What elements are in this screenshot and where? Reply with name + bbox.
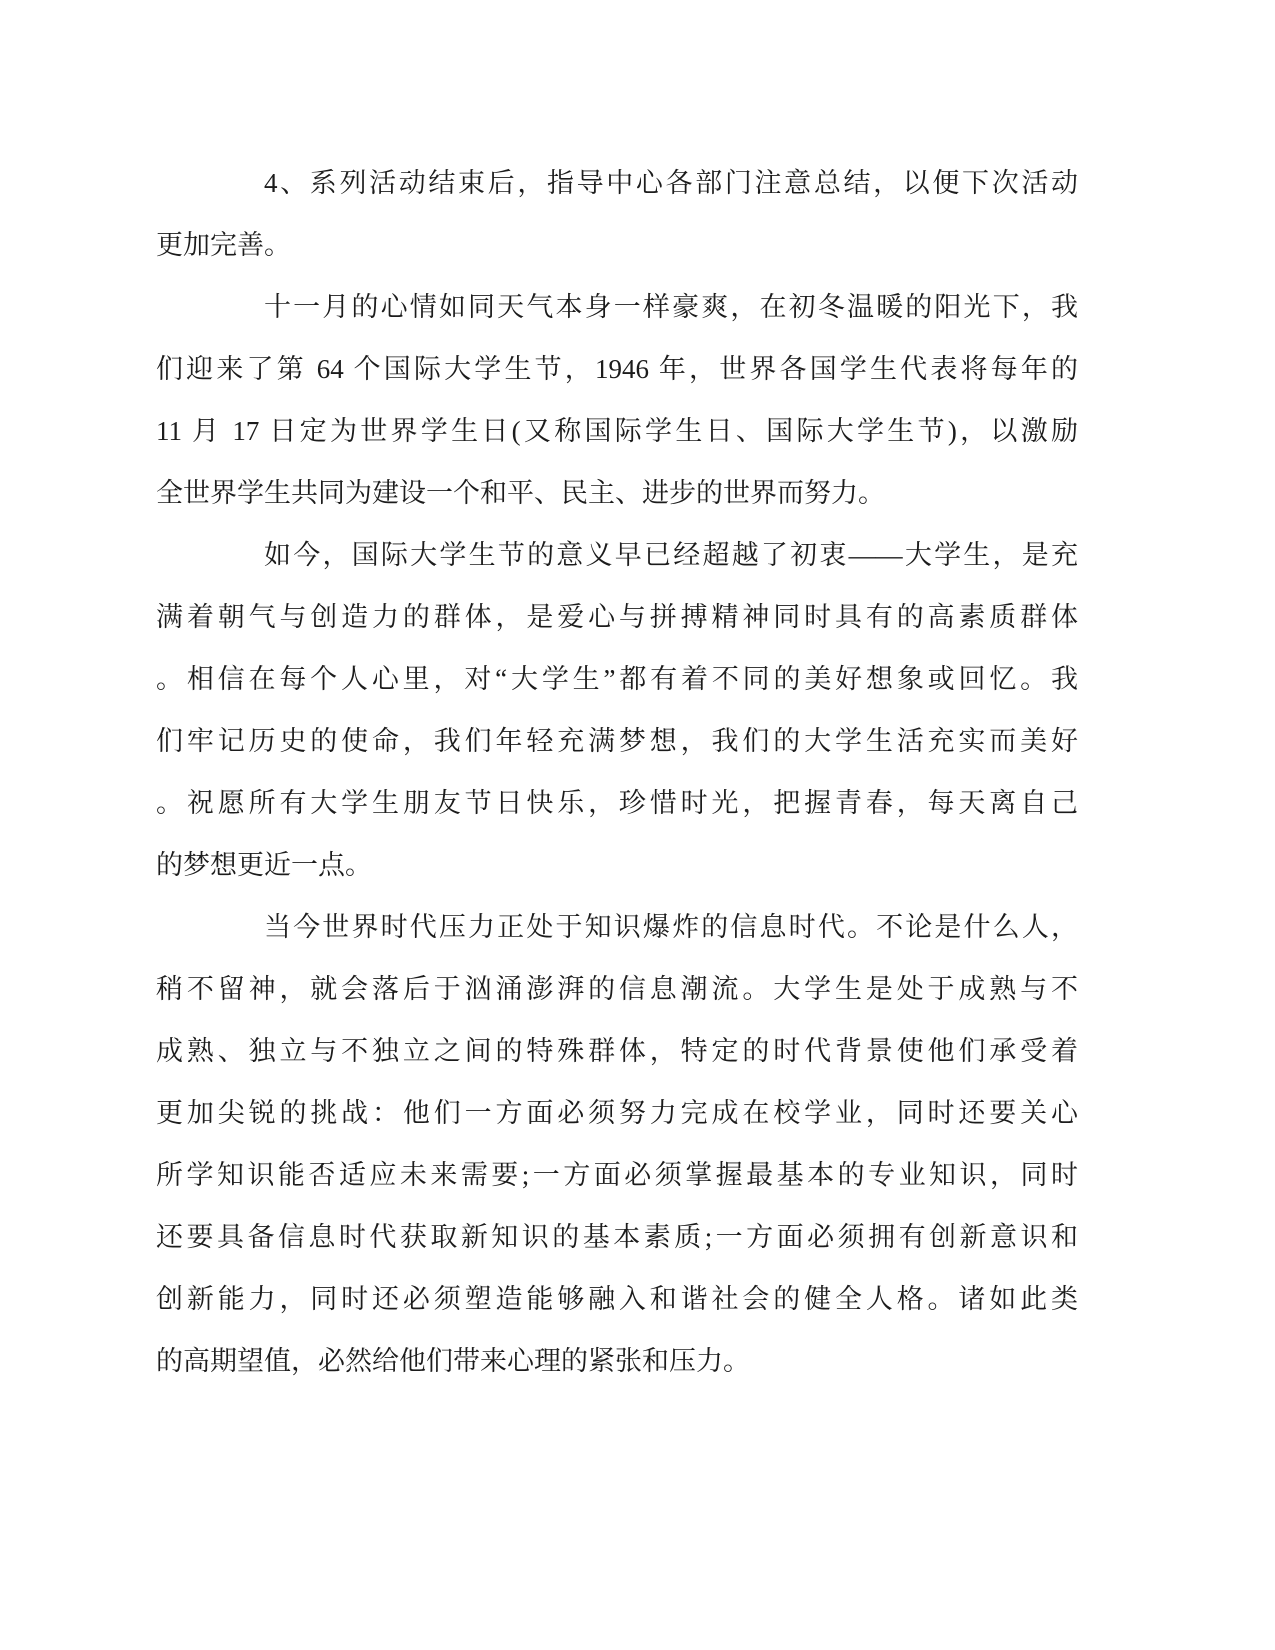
paragraph xyxy=(156,524,1078,896)
text-line: 所学知识能否适应未来需要;一方面必须掌握最基本的专业知识，同时 xyxy=(156,1160,1078,1190)
text-line: 们牢记历史的使命，我们年轻充满梦想，我们的大学生活充实而美好 xyxy=(156,726,1078,756)
paragraph xyxy=(156,152,1078,276)
paragraph xyxy=(156,276,1078,524)
text-line: 更加完善。 xyxy=(156,230,291,260)
paragraph xyxy=(156,896,1078,1392)
text-line: 们迎来了第 64 个国际大学生节，1946 年，世界各国学生代表将每年的 xyxy=(156,354,1078,384)
text-line: 的梦想更近一点。 xyxy=(156,850,372,880)
text-line: 当今世界时代压力正处于知识爆炸的信息时代。不论是什么人， xyxy=(264,912,1078,942)
text-line: 还要具备信息时代获取新知识的基本素质;一方面必须拥有创新意识和 xyxy=(156,1222,1078,1252)
text-line: 如今，国际大学生节的意义早已经超越了初衷——大学生，是充 xyxy=(264,540,1078,570)
text-line: 十一月的心情如同天气本身一样豪爽，在初冬温暖的阳光下，我 xyxy=(264,292,1078,322)
text-line: 11 月 17 日定为世界学生日(又称国际学生日、国际大学生节)，以激励 xyxy=(156,416,1078,446)
text-line: 。祝愿所有大学生朋友节日快乐，珍惜时光，把握青春，每天离自己 xyxy=(156,788,1078,818)
document-content xyxy=(156,152,1078,1392)
text-line: 满着朝气与创造力的群体，是爱心与拼搏精神同时具有的高素质群体 xyxy=(156,602,1078,632)
text-line: 全世界学生共同为建设一个和平、民主、进步的世界而努力。 xyxy=(156,478,885,508)
text-line: 创新能力，同时还必须塑造能够融入和谐社会的健全人格。诸如此类 xyxy=(156,1284,1078,1314)
text-line: 4、系列活动结束后，指导中心各部门注意总结，以便下次活动 xyxy=(264,168,1078,198)
text-line: 稍不留神，就会落后于汹涌澎湃的信息潮流。大学生是处于成熟与不 xyxy=(156,974,1078,1004)
text-line: 。相信在每个人心里，对“大学生”都有着不同的美好想象或回忆。我 xyxy=(156,664,1078,694)
text-line: 更加尖锐的挑战：他们一方面必须努力完成在校学业，同时还要关心 xyxy=(156,1098,1078,1128)
text-line: 成熟、独立与不独立之间的特殊群体，特定的时代背景使他们承受着 xyxy=(156,1036,1078,1066)
text-line: 的高期望值，必然给他们带来心理的紧张和压力。 xyxy=(156,1346,750,1376)
